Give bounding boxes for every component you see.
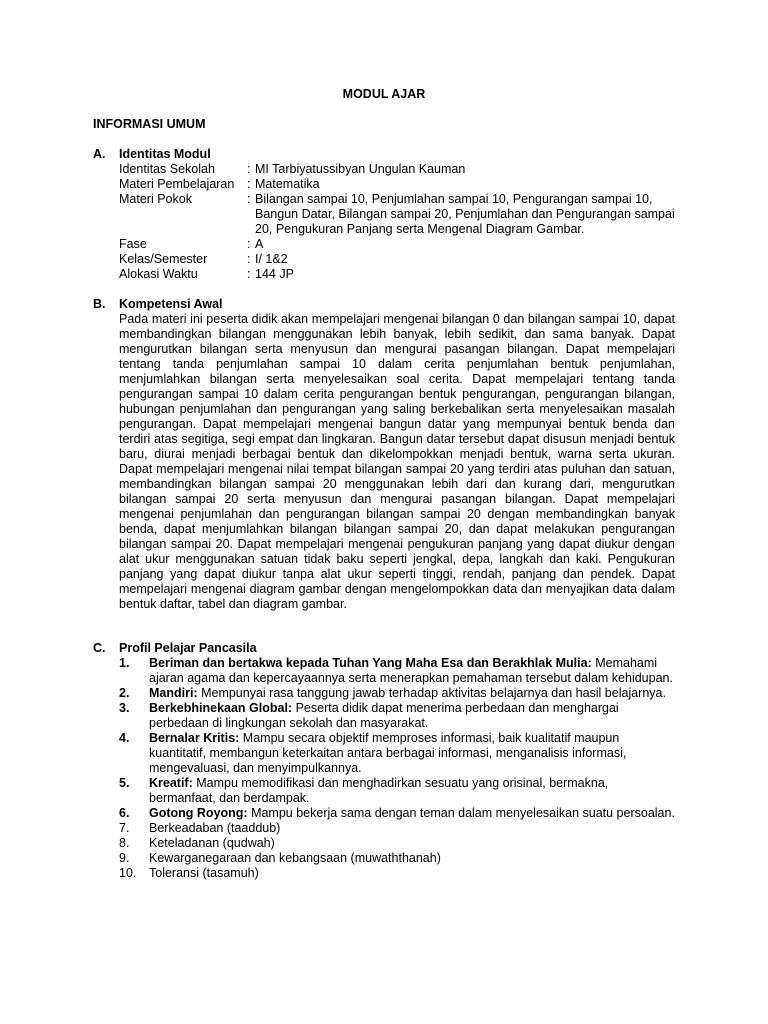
- profil-item-text: [149, 776, 675, 806]
- profil-item-description: Keteladanan (qudwah): [149, 836, 275, 850]
- profil-item-text: [149, 836, 675, 851]
- profil-item-description: Berkeadaban (taaddub): [149, 821, 281, 835]
- identity-colon: :: [247, 177, 251, 191]
- profil-item-number: 7.: [119, 821, 130, 835]
- section-kompetensi-awal: [93, 297, 675, 612]
- profil-item-description: Mampu secara objektif memproses informasi, baik kualitatif maupun kuantitatif, membangun keterkaitan antara berbagai informasi, menganalisis informasi, mengevaluasi, dan menyimpulkannya.: [149, 731, 627, 775]
- identity-row: [119, 237, 675, 252]
- profil-item: [119, 806, 675, 821]
- profil-item: [119, 776, 675, 806]
- profil-item: [119, 686, 675, 701]
- identity-row: [119, 267, 675, 282]
- identity-label: Fase: [119, 237, 147, 251]
- profil-item-title: Beriman dan bertakwa kepada Tuhan Yang Maha Esa dan Berakhlak Mulia:: [149, 656, 592, 670]
- profil-item-number: 1.: [119, 656, 130, 670]
- profil-item-title: Kreatif:: [149, 776, 193, 790]
- identity-colon: :: [247, 162, 251, 176]
- identity-value: I/ 1&2: [255, 252, 288, 266]
- identity-row: [119, 177, 675, 192]
- profil-item-description: Kewarganegaraan dan kebangsaan (muwaththanah): [149, 851, 441, 865]
- profil-item-text: [149, 701, 675, 731]
- kompetensi-paragraph: Pada materi ini peserta didik akan mempelajari mengenai bilangan 0 dan bilangan sampai 10, dapat membandingkan bilangan menggunakan lebih banyak, lebih sedikit, dan sama banyak. Dapat mengurutkan bilangan serta menyusun dan mengurai pasangan bilangan. Dapat mempelajari tentang tanda penjumlahan sampai 10 dalam cerita penjumlahan bentuk penjumlahan, menjumlahkan bilangan serta menyelesaikan soal cerita. Dapat mempelajari tentang tanda pengurangan sampai 10 dalam cerita pengurangan bentuk pengurangan, pengurangan bilangan, hubungan penjumlahan dan pengurangan yang saling berkebalikan serta menyelesaikan masalah pengurangan. Dapat mempelajari mengenai bangun datar yang mempunyai bentuk benda dan terdiri atas segitiga, segi empat dan lingkaran. Bangun datar tersebut dapat disusun menjadi bentuk baru, diurai menjadi berbagai bentuk dan dikelompokkan menjadi bentuk, warna serta ukuran. Dapat mempelajari mengenai nilai tempat bilangan sampai 20 yang terdiri atas puluhan dan satuan, membandingkan bilangan sampai 20 menggunakan lebih dari dan kurang dari, mengurutkan bilangan sampai 20 serta menyusun dan mengurai pasangan bilangan. Dapat mempelajari mengenai penjumlahan dan pengurangan bilangan sampai 20 dengan membandingkan banyak benda, dapat menjumlahkan bilangan bilangan sampai 20, dan dapat melakukan pengurangan bilangan sampai 20. Dapat mempelajari mengenai pengukuran panjang yang dapat diukur dengan alat ukur menggunakan satuan tidak baku seperti jengkal, depa, langkah dan kaki. Pengukuran panjang yang dapat diukur tanpa alat ukur seperti tinggi, rendah, panjang dan pendek. Dapat mempelajari mengenai diagram gambar dengan mengelompokkan data dan menyajikan data dalam bentuk daftar, tabel dan diagram gambar.: [119, 312, 675, 611]
- general-info-heading: INFORMASI UMUM: [93, 117, 206, 131]
- profil-item-number: 2.: [119, 686, 130, 700]
- profil-item-number: 3.: [119, 701, 130, 715]
- document-title: MODUL AJAR: [342, 87, 426, 101]
- profil-item-text: [149, 821, 675, 836]
- identity-label: Kelas/Semester: [119, 252, 208, 266]
- identity-colon: :: [247, 192, 251, 206]
- identity-value: Matematika: [255, 177, 320, 191]
- profil-item-number: 6.: [119, 806, 130, 820]
- profil-item-description: Memahami ajaran agama dan kepercayaannya serta menerapkan pemahaman tersebut dalam kehidupan.: [149, 656, 673, 685]
- identity-label: Alokasi Waktu: [119, 267, 198, 281]
- profil-item-description: Peserta didik dapat menerima perbedaan dan menghargai perbedaan di lingkungan sekolah dan masyarakat.: [149, 701, 619, 730]
- profil-item-text: [149, 656, 675, 686]
- profil-item-description: Mempunyai rasa tanggung jawab terhadap aktivitas belajarnya dan hasil belajarnya.: [197, 686, 666, 700]
- profil-item-number: 5.: [119, 776, 130, 790]
- profil-item-title: Bernalar Kritis:: [149, 731, 240, 745]
- identity-colon: :: [247, 237, 251, 251]
- profil-item: [119, 866, 675, 881]
- identity-label: Materi Pembelajaran: [119, 177, 235, 191]
- profil-item-title: Gotong Royong:: [149, 806, 248, 820]
- profil-item: [119, 836, 675, 851]
- identity-value: A: [255, 237, 264, 251]
- section-heading: Identitas Modul: [119, 147, 211, 161]
- identity-label: Identitas Sekolah: [119, 162, 215, 176]
- identity-row: [119, 162, 675, 177]
- section-heading: Profil Pelajar Pancasila: [119, 641, 257, 655]
- section-letter: C.: [93, 641, 106, 655]
- section-heading: Kompetensi Awal: [119, 297, 223, 311]
- identity-colon: :: [247, 252, 251, 266]
- profil-item-number: 9.: [119, 851, 130, 865]
- identity-table: [119, 162, 675, 282]
- identity-label: Materi Pokok: [119, 192, 192, 206]
- section-letter: A.: [93, 147, 106, 161]
- profil-item-text: [149, 851, 675, 866]
- identity-value: MI Tarbiyatussibyan Ungulan Kauman: [255, 162, 466, 176]
- identity-colon: :: [247, 267, 251, 281]
- identity-value: Bilangan sampai 10, Penjumlahan sampai 10, Pengurangan sampai 10, Bangun Datar, Bilangan sampai 20, Penjumlahan dan Pengurangan sampai 20, Pengukuran Panjang serta Mengenal Diagram Gambar.: [255, 192, 675, 236]
- profil-item: [119, 821, 675, 836]
- profil-item-text: [149, 866, 675, 881]
- section-profil-pelajar: [93, 641, 675, 881]
- profil-item-description: Mampu memodifikasi dan menghadirkan sesuatu yang orisinal, bermakna, bermanfaat, dan berdampak.: [149, 776, 609, 805]
- profil-item-text: [149, 686, 675, 701]
- identity-value: 144 JP: [255, 267, 294, 281]
- profil-item-number: 10.: [119, 866, 137, 880]
- profil-item-description: Mampu bekerja sama dengan teman dalam menyelesaikan suatu persoalan.: [247, 806, 675, 820]
- profil-item-title: Berkebhinekaan Global:: [149, 701, 293, 715]
- profil-item-description: Toleransi (tasamuh): [149, 866, 259, 880]
- profil-item-number: 8.: [119, 836, 130, 850]
- profil-item: [119, 701, 675, 731]
- section-letter: B.: [93, 297, 106, 311]
- identity-row: [119, 192, 675, 237]
- identity-row: [119, 252, 675, 267]
- profil-item: [119, 851, 675, 866]
- profil-item-title: Mandiri:: [149, 686, 198, 700]
- profil-list: [119, 656, 675, 881]
- profil-item-number: 4.: [119, 731, 130, 745]
- profil-item: [119, 731, 675, 776]
- section-identitas-modul: [93, 147, 675, 282]
- profil-item: [119, 656, 675, 686]
- profil-item-text: [149, 806, 675, 821]
- profil-item-text: [149, 731, 675, 776]
